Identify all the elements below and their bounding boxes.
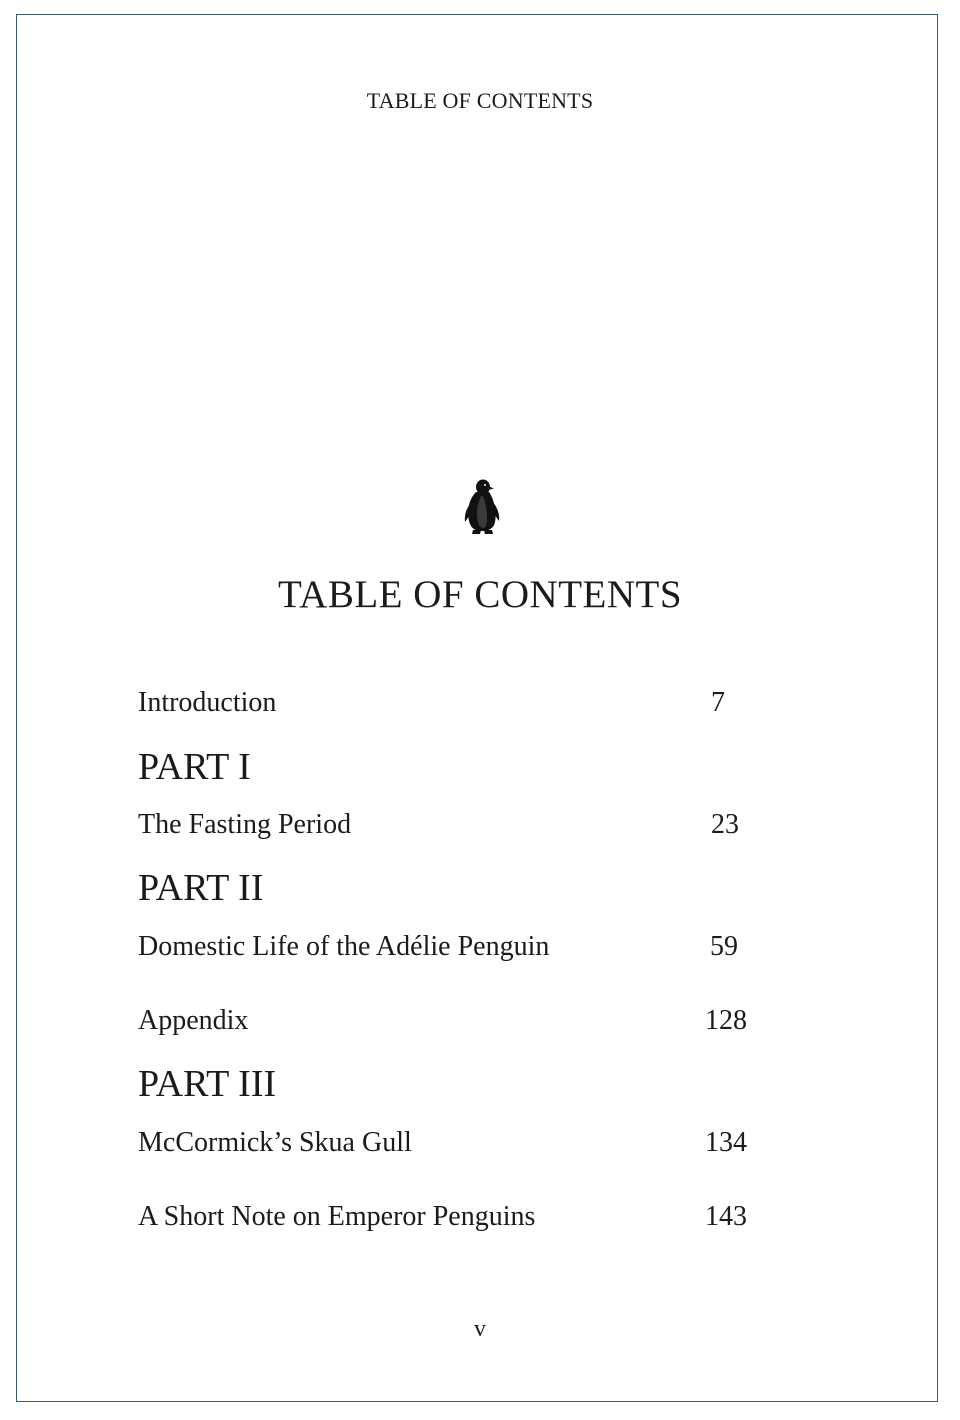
page-number: v xyxy=(474,1316,486,1342)
toc-entry-fasting-period[interactable]: The Fasting Period xyxy=(138,809,352,840)
penguin-icon xyxy=(462,478,502,536)
part-heading-2: PART II xyxy=(138,867,264,909)
toc-page-introduction: 7 xyxy=(711,687,725,718)
toc-page-appendix: 128 xyxy=(705,1005,747,1036)
toc-page-emperor-penguins: 143 xyxy=(705,1201,747,1232)
part-heading-1: PART I xyxy=(138,746,251,788)
toc-title: TABLE OF CONTENTS xyxy=(277,573,683,616)
toc-page-domestic-life: 59 xyxy=(710,931,738,962)
toc-entry-emperor-penguins[interactable]: A Short Note on Emperor Penguins xyxy=(138,1201,536,1232)
toc-entry-appendix[interactable]: Appendix xyxy=(138,1005,249,1036)
toc-entry-domestic-life[interactable]: Domestic Life of the Adélie Penguin xyxy=(138,931,550,962)
toc-page-fasting-period: 23 xyxy=(711,809,739,840)
toc-page-skua-gull: 134 xyxy=(705,1127,747,1158)
part-heading-3: PART III xyxy=(138,1063,277,1105)
running-header: TABLE OF CONTENTS xyxy=(366,88,594,113)
toc-entry-skua-gull[interactable]: McCormick’s Skua Gull xyxy=(138,1127,412,1158)
toc-entry-introduction[interactable]: Introduction xyxy=(138,687,277,718)
